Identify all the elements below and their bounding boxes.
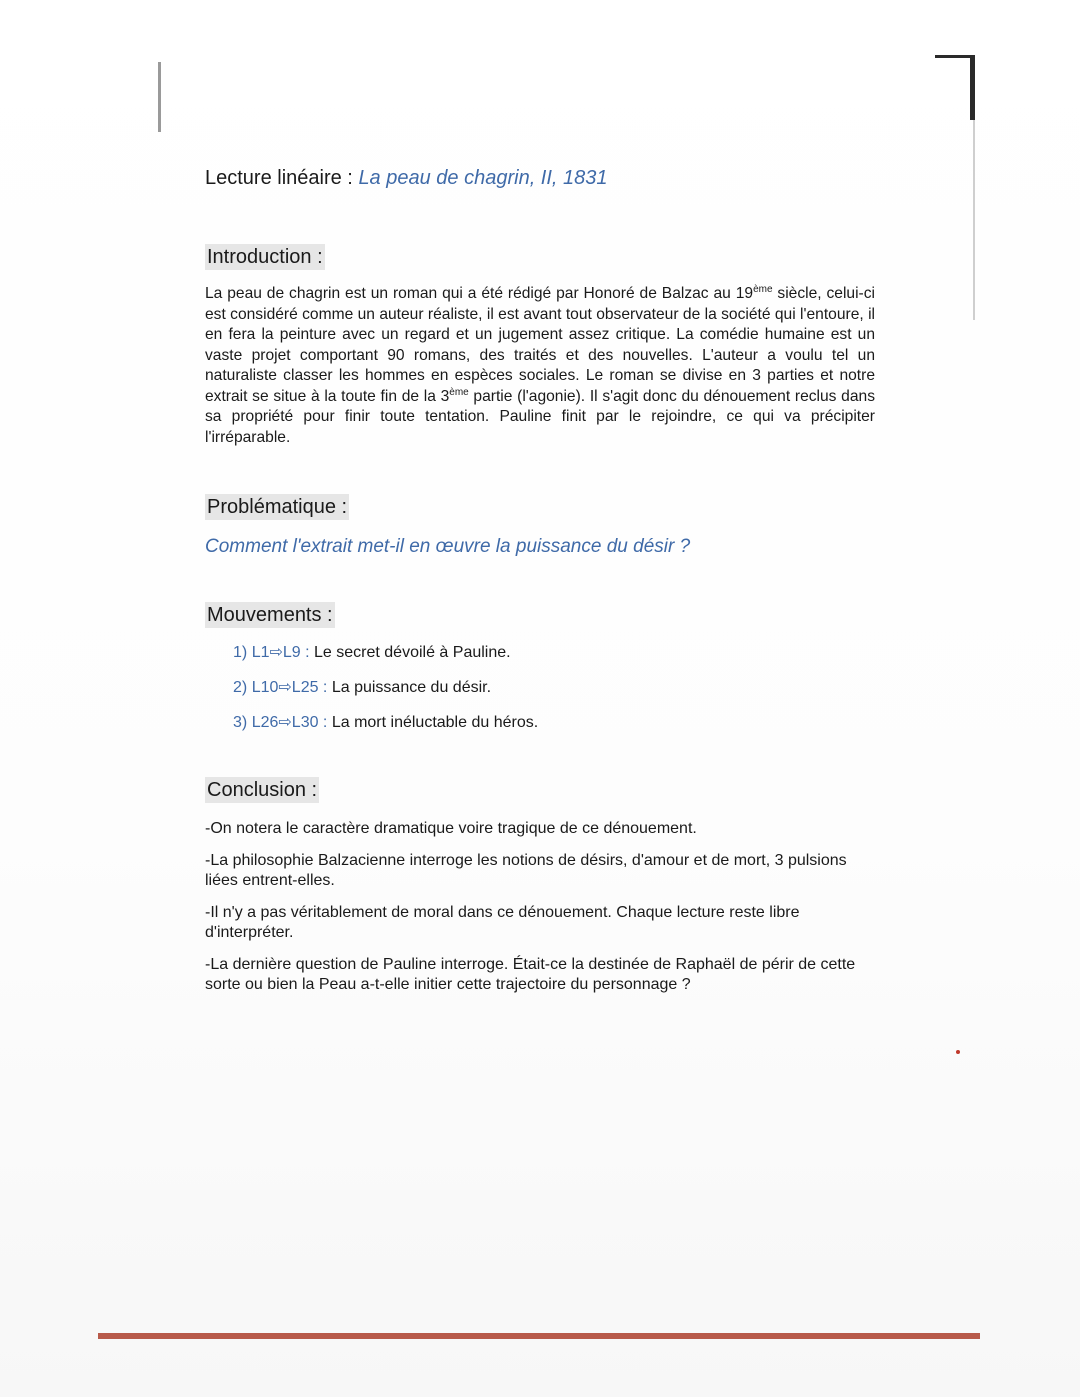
intro-text-part: partie (l'agonie). Il s'agit donc du dénouement reclus dans sa propriété pour finir toute tentation. Pauline finit par le rejoindre, ce qui va précipiter l'irréparable. — [205, 387, 875, 446]
intro-text-part: La peau de chagrin est un roman qui a été rédigé par Honoré de Balzac au 19 — [205, 285, 754, 302]
intro-superscript: ème — [753, 283, 773, 295]
problematique-question: Comment l'extrait met-il en œuvre la puissance du désir ? — [205, 536, 691, 557]
mouvement-title: Le secret dévoilé à Pauline. — [309, 644, 511, 661]
page-edge-shadow — [158, 62, 161, 132]
mouvement-title: La puissance du désir. — [327, 679, 492, 696]
conclusion-item: -La dernière question de Pauline interroge. Était-ce la destinée de Raphaël de périr de cette sorte ou bien la Peau a-t-elle initier cette trajectoire du personnage ? — [205, 956, 856, 993]
title-label: Lecture linéaire : — [205, 167, 353, 189]
mouvement-lines: L1⇨L9 : — [251, 644, 310, 661]
document-title — [205, 165, 875, 191]
page-edge-shadow — [935, 55, 975, 58]
mouvement-number: 2) — [233, 679, 248, 696]
mouvements-list — [233, 640, 875, 745]
document-content — [205, 165, 875, 995]
mouvement-item — [233, 640, 875, 675]
introduction-heading: Introduction : — [207, 246, 323, 268]
title-source: La peau de chagrin, II, 1831 — [358, 167, 608, 189]
mouvement-number: 1) — [233, 644, 248, 661]
intro-superscript: ème — [449, 386, 469, 398]
intro-text-part: siècle, celui-ci est considéré comme un auteur réaliste, il est avant tout observateur de la société qui l'entoure, il en fera la peinture avec un regard et un jugement assez critique. La comédie humaine est un vaste projet comportant 90 romans, des traités et des nouvelles. L'auteur a voulu tel un naturaliste classer les hommes en espèces sociales. Le roman se divise en 3 parties et notre extrait se situe à la toute fin de la 3 — [205, 285, 876, 405]
page-bottom-edge — [98, 1333, 980, 1339]
page-edge-shadow — [973, 120, 975, 320]
conclusion-item: -La philosophie Balzacienne interroge les notions de désirs, d'amour et de mort, 3 pulsions liées entrent-elles. — [205, 852, 847, 889]
conclusion-heading: Conclusion : — [207, 779, 318, 801]
conclusion-item: -Il n'y a pas véritablement de moral dans ce dénouement. Chaque lecture reste libre d'interpréter. — [205, 904, 800, 941]
mouvement-title: La mort inéluctable du héros. — [327, 714, 539, 731]
ink-dot — [956, 1050, 960, 1054]
mouvement-lines: L26⇨L30 : — [251, 714, 328, 731]
page-edge-shadow — [970, 55, 975, 120]
introduction-paragraph — [205, 284, 875, 448]
conclusion-item: -On notera le caractère dramatique voire tragique de ce dénouement. — [205, 820, 697, 837]
mouvement-item — [233, 675, 875, 710]
mouvement-item — [233, 710, 875, 745]
problematique-heading: Problématique : — [207, 496, 348, 518]
mouvement-lines: L10⇨L25 : — [251, 679, 328, 696]
mouvements-heading: Mouvements : — [207, 604, 333, 626]
mouvement-number: 3) — [233, 714, 248, 731]
